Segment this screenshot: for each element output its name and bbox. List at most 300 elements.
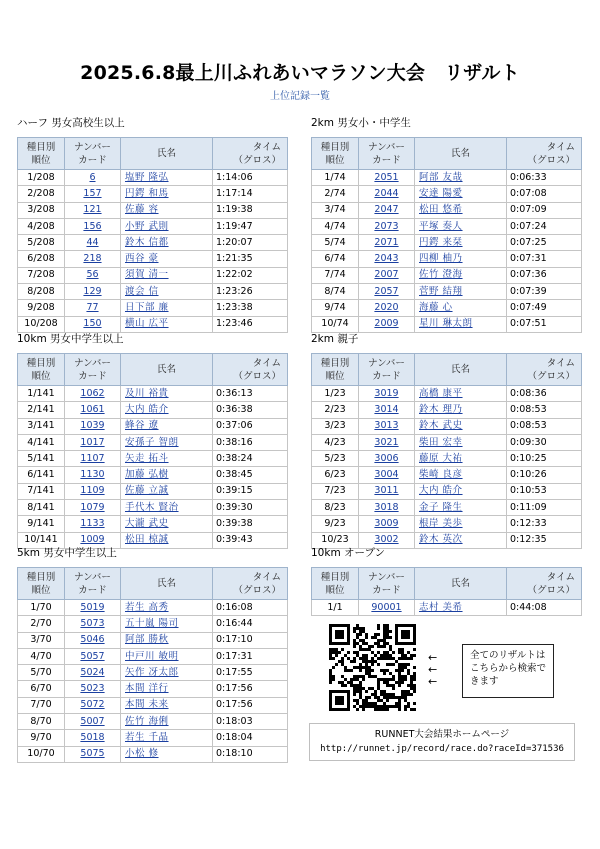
time-cell: 0:07:08: [507, 186, 582, 202]
runner-name-link[interactable]: 佐藤 容: [125, 204, 159, 216]
table-row: [18, 730, 288, 746]
name-cell[interactable]: [415, 483, 507, 499]
bib-cell[interactable]: [65, 665, 121, 681]
bib-link[interactable]: 1039: [80, 420, 105, 432]
bib-link[interactable]: 3009: [374, 518, 399, 530]
bib-cell[interactable]: [65, 516, 121, 532]
bib-link[interactable]: 129: [83, 285, 102, 297]
runner-name-link[interactable]: 横山 広平: [125, 318, 169, 330]
col-rank: 種目別 順位: [312, 354, 359, 386]
name-cell[interactable]: [415, 284, 507, 300]
table-row: [18, 186, 288, 202]
runner-name-link[interactable]: 本間 未来: [125, 699, 169, 711]
rank-cell: 9/141: [18, 516, 65, 532]
name-cell[interactable]: [121, 434, 213, 450]
bib-link[interactable]: 5072: [80, 699, 105, 711]
table-row: [18, 516, 288, 532]
table-row: [18, 202, 288, 218]
name-cell[interactable]: [415, 235, 507, 251]
table-row: [18, 746, 288, 762]
table-header: [312, 138, 582, 170]
left-arrow-icon: ←: [428, 675, 438, 688]
rank-cell: 3/74: [312, 202, 359, 218]
runner-name-link[interactable]: 加藤 弘樹: [125, 469, 169, 481]
runner-name-link[interactable]: 日下部 廉: [125, 302, 169, 314]
table-row: [312, 186, 582, 202]
rank-cell: 7/70: [18, 697, 65, 713]
bib-cell[interactable]: [359, 402, 415, 418]
name-cell[interactable]: [415, 418, 507, 434]
bib-link[interactable]: 1079: [80, 501, 105, 513]
runner-name-link[interactable]: 手代木 賢治: [125, 501, 179, 513]
bib-link[interactable]: 5024: [80, 666, 105, 678]
col-time: タイム （グロス）: [213, 354, 288, 386]
bib-link[interactable]: 77: [86, 302, 99, 314]
runner-name-link[interactable]: 本間 洋行: [125, 683, 169, 695]
rank-cell: 3/70: [18, 632, 65, 648]
runner-name-link[interactable]: 若生 高秀: [125, 601, 169, 613]
name-cell[interactable]: [415, 218, 507, 234]
section-2km-kids: [311, 115, 581, 333]
runner-name-link[interactable]: 矢作 冴太郎: [125, 666, 179, 678]
time-cell: 0:06:33: [507, 170, 582, 186]
rank-cell: 9/70: [18, 730, 65, 746]
bib-cell[interactable]: [359, 267, 415, 283]
name-cell[interactable]: [415, 300, 507, 316]
bib-cell[interactable]: [65, 186, 121, 202]
bib-link[interactable]: 3002: [374, 534, 399, 546]
bib-link[interactable]: 1009: [80, 534, 105, 546]
time-cell: 1:19:38: [213, 202, 288, 218]
runner-name-link[interactable]: 大内 皓介: [125, 403, 169, 415]
time-cell: 0:18:10: [213, 746, 288, 762]
rank-cell: 10/70: [18, 746, 65, 762]
runner-name-link[interactable]: 松田 椋誠: [125, 534, 169, 546]
bib-link[interactable]: 3019: [374, 387, 399, 399]
rank-cell: 5/70: [18, 665, 65, 681]
name-cell[interactable]: [121, 451, 213, 467]
bib-link[interactable]: 156: [83, 220, 102, 232]
name-cell[interactable]: [121, 500, 213, 516]
table-header: [312, 568, 582, 600]
bib-cell[interactable]: [359, 300, 415, 316]
runner-name-link[interactable]: 佐竹 澄海: [419, 269, 463, 281]
bib-cell[interactable]: [65, 284, 121, 300]
bib-link[interactable]: 157: [83, 187, 102, 199]
name-cell[interactable]: [121, 730, 213, 746]
section-title: 10km 男女中学生以上: [17, 333, 124, 345]
name-cell[interactable]: [121, 600, 213, 616]
time-cell: 0:10:25: [507, 451, 582, 467]
name-cell[interactable]: [121, 632, 213, 648]
runner-name-link[interactable]: 鈴木 英次: [419, 534, 463, 546]
table-row: [312, 600, 582, 616]
runner-name-link[interactable]: 四柳 柚乃: [419, 253, 463, 265]
bib-cell[interactable]: [359, 483, 415, 499]
bib-cell[interactable]: [65, 170, 121, 186]
bib-cell[interactable]: [359, 284, 415, 300]
bib-cell[interactable]: [359, 186, 415, 202]
bib-link[interactable]: 2007: [374, 269, 399, 281]
section-10km-open: [311, 545, 581, 616]
name-cell[interactable]: [121, 665, 213, 681]
time-cell: 1:19:47: [213, 218, 288, 234]
runner-name-link[interactable]: 及川 裕貴: [125, 387, 169, 399]
rank-cell: 4/74: [312, 218, 359, 234]
bib-cell[interactable]: [65, 267, 121, 283]
bib-cell[interactable]: [65, 714, 121, 730]
name-cell[interactable]: [121, 251, 213, 267]
bib-cell[interactable]: [65, 730, 121, 746]
name-cell[interactable]: [121, 516, 213, 532]
time-cell: 0:38:16: [213, 434, 288, 450]
results-link-url[interactable]: http://runnet.jp/record/race.do?raceId=371536: [320, 744, 564, 754]
bib-cell[interactable]: [65, 418, 121, 434]
name-cell[interactable]: [121, 202, 213, 218]
bib-cell[interactable]: [65, 402, 121, 418]
runner-name-link[interactable]: 安孫子 智朗: [125, 436, 179, 448]
bib-link[interactable]: 3021: [374, 436, 399, 448]
runner-name-link[interactable]: 海藤 心: [419, 302, 453, 314]
bib-cell[interactable]: [359, 170, 415, 186]
name-cell[interactable]: [121, 284, 213, 300]
table-row: [312, 418, 582, 434]
section-half: [17, 115, 287, 333]
runner-name-link[interactable]: 小松 修: [125, 748, 159, 760]
bib-link[interactable]: 3011: [374, 485, 399, 497]
name-cell[interactable]: [415, 267, 507, 283]
bib-link[interactable]: 56: [86, 269, 99, 281]
bib-link[interactable]: 3004: [374, 469, 399, 481]
name-cell[interactable]: [121, 697, 213, 713]
qr-code[interactable]: [329, 624, 416, 711]
col-bib: ナンバー カード: [65, 354, 121, 386]
bib-cell[interactable]: [359, 467, 415, 483]
time-cell: 1:17:14: [213, 186, 288, 202]
time-cell: 0:44:08: [507, 600, 582, 616]
name-cell[interactable]: [121, 218, 213, 234]
bib-link[interactable]: 121: [83, 204, 102, 216]
table-row: [312, 451, 582, 467]
runner-name-link[interactable]: 円鍔 来栞: [419, 236, 463, 248]
rank-cell: 6/208: [18, 251, 65, 267]
runner-name-link[interactable]: 平塚 奏人: [419, 220, 463, 232]
name-cell[interactable]: [415, 434, 507, 450]
runner-name-link[interactable]: 金子 隆生: [419, 501, 463, 513]
bib-cell[interactable]: [65, 681, 121, 697]
name-cell[interactable]: [121, 170, 213, 186]
bib-link[interactable]: 150: [83, 318, 102, 330]
name-cell[interactable]: [121, 186, 213, 202]
bib-link[interactable]: 3006: [374, 452, 399, 464]
bib-link[interactable]: 6: [89, 171, 96, 183]
name-cell[interactable]: [121, 648, 213, 664]
name-cell[interactable]: [121, 267, 213, 283]
runner-name-link[interactable]: 小野 武則: [125, 220, 169, 232]
name-cell[interactable]: [415, 202, 507, 218]
name-cell[interactable]: [415, 451, 507, 467]
bib-link[interactable]: 1107: [80, 452, 105, 464]
results-link-label: RUNNET大会結果ホームページ: [374, 729, 510, 740]
bib-link[interactable]: 5046: [80, 634, 105, 646]
bib-link[interactable]: 1133: [80, 518, 105, 530]
runner-name-link[interactable]: 高橋 康平: [419, 387, 463, 399]
bib-cell[interactable]: [65, 616, 121, 632]
table-row: [18, 616, 288, 632]
runner-name-link[interactable]: 鈴木 武史: [419, 420, 463, 432]
name-cell[interactable]: [121, 300, 213, 316]
name-cell[interactable]: [415, 500, 507, 516]
bib-cell[interactable]: [65, 235, 121, 251]
table-header: [312, 354, 582, 386]
runner-name-link[interactable]: 若生 千晶: [125, 732, 169, 744]
runner-name-link[interactable]: 中戸川 敏明: [125, 650, 179, 662]
name-cell[interactable]: [415, 186, 507, 202]
left-arrow-icon: ←: [428, 651, 438, 664]
name-cell[interactable]: [121, 714, 213, 730]
table-row: [312, 386, 582, 402]
bib-link[interactable]: 3014: [374, 403, 399, 415]
time-cell: 0:10:53: [507, 483, 582, 499]
col-name: 氏名: [121, 138, 213, 170]
qr-note-line: こちらから検索で: [470, 663, 547, 674]
runner-name-link[interactable]: 佐竹 海俐: [125, 715, 169, 727]
runner-name-link[interactable]: 大瀧 武史: [125, 518, 169, 530]
runner-name-link[interactable]: 鈴木 信都: [125, 236, 169, 248]
name-cell[interactable]: [121, 235, 213, 251]
bib-link[interactable]: 5073: [80, 617, 105, 629]
rank-cell: 6/141: [18, 467, 65, 483]
time-cell: 0:17:10: [213, 632, 288, 648]
name-cell[interactable]: [121, 402, 213, 418]
name-cell[interactable]: [121, 681, 213, 697]
bib-link[interactable]: 218: [83, 253, 102, 265]
runner-name-link[interactable]: 阿部 友哉: [419, 171, 463, 183]
name-cell[interactable]: [121, 467, 213, 483]
bib-link[interactable]: 5018: [80, 732, 105, 744]
runner-name-link[interactable]: 柴崎 良彦: [419, 469, 463, 481]
bib-cell[interactable]: [65, 300, 121, 316]
bib-cell[interactable]: [359, 235, 415, 251]
name-cell[interactable]: [415, 386, 507, 402]
bib-link[interactable]: 5075: [80, 748, 105, 760]
table-row: [312, 251, 582, 267]
name-cell[interactable]: [121, 616, 213, 632]
table-row: [312, 202, 582, 218]
table-row: [18, 632, 288, 648]
bib-cell[interactable]: [65, 632, 121, 648]
bib-link[interactable]: 5019: [80, 601, 105, 613]
runner-name-link[interactable]: 志村 美希: [419, 601, 463, 613]
bib-link[interactable]: 2009: [374, 318, 399, 330]
table-row: [18, 284, 288, 300]
bib-cell[interactable]: [65, 202, 121, 218]
name-cell[interactable]: [121, 746, 213, 762]
bib-cell[interactable]: [65, 600, 121, 616]
bib-cell[interactable]: [359, 218, 415, 234]
name-cell[interactable]: [415, 600, 507, 616]
bib-cell[interactable]: [359, 500, 415, 516]
bib-link[interactable]: 90001: [371, 601, 402, 613]
table-row: [18, 665, 288, 681]
col-time: タイム （グロス）: [507, 568, 582, 600]
bib-cell[interactable]: [359, 251, 415, 267]
qr-finder-top-left: [329, 624, 350, 645]
bib-cell[interactable]: [65, 746, 121, 762]
rank-cell: 3/208: [18, 202, 65, 218]
bib-link[interactable]: 44: [86, 236, 99, 248]
col-bib: ナンバー カード: [65, 568, 121, 600]
table-row: [18, 600, 288, 616]
section-2km-family: [311, 331, 581, 549]
runner-name-link[interactable]: 円鍔 和馬: [125, 187, 169, 199]
rank-cell: 10/23: [312, 532, 359, 548]
runner-name-link[interactable]: 塩野 隆弘: [125, 171, 169, 183]
bib-link[interactable]: 1061: [80, 403, 105, 415]
table-header: [18, 568, 288, 600]
runner-name-link[interactable]: 阿部 勝秋: [125, 634, 169, 646]
arrow-group: [428, 652, 454, 688]
col-rank: 種目別 順位: [18, 568, 65, 600]
bib-cell[interactable]: [359, 451, 415, 467]
bib-link[interactable]: 1062: [80, 387, 105, 399]
bib-cell[interactable]: [65, 500, 121, 516]
name-cell[interactable]: [121, 418, 213, 434]
runner-name-link[interactable]: 菅野 結翔: [419, 285, 463, 297]
qr-finder-bottom-left: [329, 690, 350, 711]
time-cell: 0:07:39: [507, 284, 582, 300]
time-cell: 1:23:46: [213, 316, 288, 332]
table-row: [18, 267, 288, 283]
bib-cell[interactable]: [65, 697, 121, 713]
time-cell: 0:16:44: [213, 616, 288, 632]
name-cell[interactable]: [415, 516, 507, 532]
bib-cell[interactable]: [359, 386, 415, 402]
col-bib: ナンバー カード: [359, 138, 415, 170]
table-row: [18, 434, 288, 450]
bib-link[interactable]: 2020: [374, 302, 399, 314]
bib-cell[interactable]: [359, 434, 415, 450]
bib-cell[interactable]: [65, 218, 121, 234]
runner-name-link[interactable]: 安達 陽愛: [419, 187, 463, 199]
col-rank: 種目別 順位: [18, 354, 65, 386]
table-row: [312, 402, 582, 418]
runner-name-link[interactable]: 柴田 宏幸: [419, 436, 463, 448]
bib-link[interactable]: 1017: [80, 436, 105, 448]
table-row: [312, 483, 582, 499]
col-name: 氏名: [415, 568, 507, 600]
results-table: [17, 353, 288, 549]
time-cell: 0:36:13: [213, 386, 288, 402]
rank-cell: 6/23: [312, 467, 359, 483]
bib-link[interactable]: 2057: [374, 285, 399, 297]
runner-name-link[interactable]: 松田 悠希: [419, 204, 463, 216]
bib-cell[interactable]: [65, 467, 121, 483]
col-name: 氏名: [121, 568, 213, 600]
col-time: タイム （グロス）: [507, 354, 582, 386]
bib-link[interactable]: 1130: [80, 469, 105, 481]
bib-link[interactable]: 2047: [374, 204, 399, 216]
bib-link[interactable]: 2051: [374, 171, 399, 183]
runner-name-link[interactable]: 根岸 美歩: [419, 518, 463, 530]
time-cell: 1:20:07: [213, 235, 288, 251]
runner-name-link[interactable]: 鈴木 理乃: [419, 403, 463, 415]
table-row: [18, 251, 288, 267]
rank-cell: 2/208: [18, 186, 65, 202]
bib-link[interactable]: 5057: [80, 650, 105, 662]
runner-name-link[interactable]: 藤原 大祐: [419, 452, 463, 464]
name-cell[interactable]: [415, 251, 507, 267]
runner-name-link[interactable]: 西谷 豪: [125, 253, 159, 265]
name-cell[interactable]: [415, 402, 507, 418]
bib-link[interactable]: 2073: [374, 220, 399, 232]
table-row: [312, 218, 582, 234]
runner-name-link[interactable]: 大内 皓介: [419, 485, 463, 497]
table-row: [18, 300, 288, 316]
qr-note-line: きます: [470, 676, 499, 687]
rank-cell: 7/23: [312, 483, 359, 499]
bib-cell[interactable]: [65, 386, 121, 402]
bib-cell[interactable]: [359, 516, 415, 532]
name-cell[interactable]: [121, 386, 213, 402]
rank-cell: 10/141: [18, 532, 65, 548]
bib-link[interactable]: 3013: [374, 420, 399, 432]
runner-name-link[interactable]: 五十嵐 陽司: [125, 617, 179, 629]
time-cell: 1:14:06: [213, 170, 288, 186]
bib-link[interactable]: 5007: [80, 715, 105, 727]
runner-name-link[interactable]: 星川 琳太朗: [419, 318, 473, 330]
qr-finder-top-right: [395, 624, 416, 645]
runner-name-link[interactable]: 蜂谷 遼: [125, 420, 159, 432]
table-row: [312, 267, 582, 283]
bib-cell[interactable]: [65, 451, 121, 467]
bib-cell[interactable]: [359, 600, 415, 616]
bib-link[interactable]: 2071: [374, 236, 399, 248]
runner-name-link[interactable]: 渡会 信: [125, 285, 159, 297]
bib-cell[interactable]: [65, 648, 121, 664]
bib-link[interactable]: 5023: [80, 683, 105, 695]
bib-cell[interactable]: [359, 418, 415, 434]
bib-cell[interactable]: [65, 434, 121, 450]
bib-cell[interactable]: [65, 251, 121, 267]
bib-cell[interactable]: [359, 202, 415, 218]
runner-name-link[interactable]: 佐藤 立誠: [125, 485, 169, 497]
bib-link[interactable]: 3018: [374, 501, 399, 513]
table-row: [312, 434, 582, 450]
results-table: [311, 567, 582, 616]
time-cell: 0:18:03: [213, 714, 288, 730]
runner-name-link[interactable]: 須賀 清一: [125, 269, 169, 281]
time-cell: 0:37:06: [213, 418, 288, 434]
col-time: タイム （グロス）: [213, 138, 288, 170]
table-row: [18, 467, 288, 483]
runner-name-link[interactable]: 矢走 拓斗: [125, 452, 169, 464]
name-cell[interactable]: [415, 467, 507, 483]
results-table: [311, 353, 582, 549]
time-cell: 0:10:26: [507, 467, 582, 483]
name-cell[interactable]: [121, 483, 213, 499]
bib-link[interactable]: 2043: [374, 253, 399, 265]
name-cell[interactable]: [415, 170, 507, 186]
bib-link[interactable]: 1109: [80, 485, 105, 497]
rank-cell: 2/141: [18, 402, 65, 418]
rank-cell: 1/1: [312, 600, 359, 616]
bib-cell[interactable]: [65, 483, 121, 499]
time-cell: 0:07:24: [507, 218, 582, 234]
time-cell: 0:17:56: [213, 681, 288, 697]
left-arrow-icon: ←: [428, 663, 438, 676]
bib-link[interactable]: 2044: [374, 187, 399, 199]
